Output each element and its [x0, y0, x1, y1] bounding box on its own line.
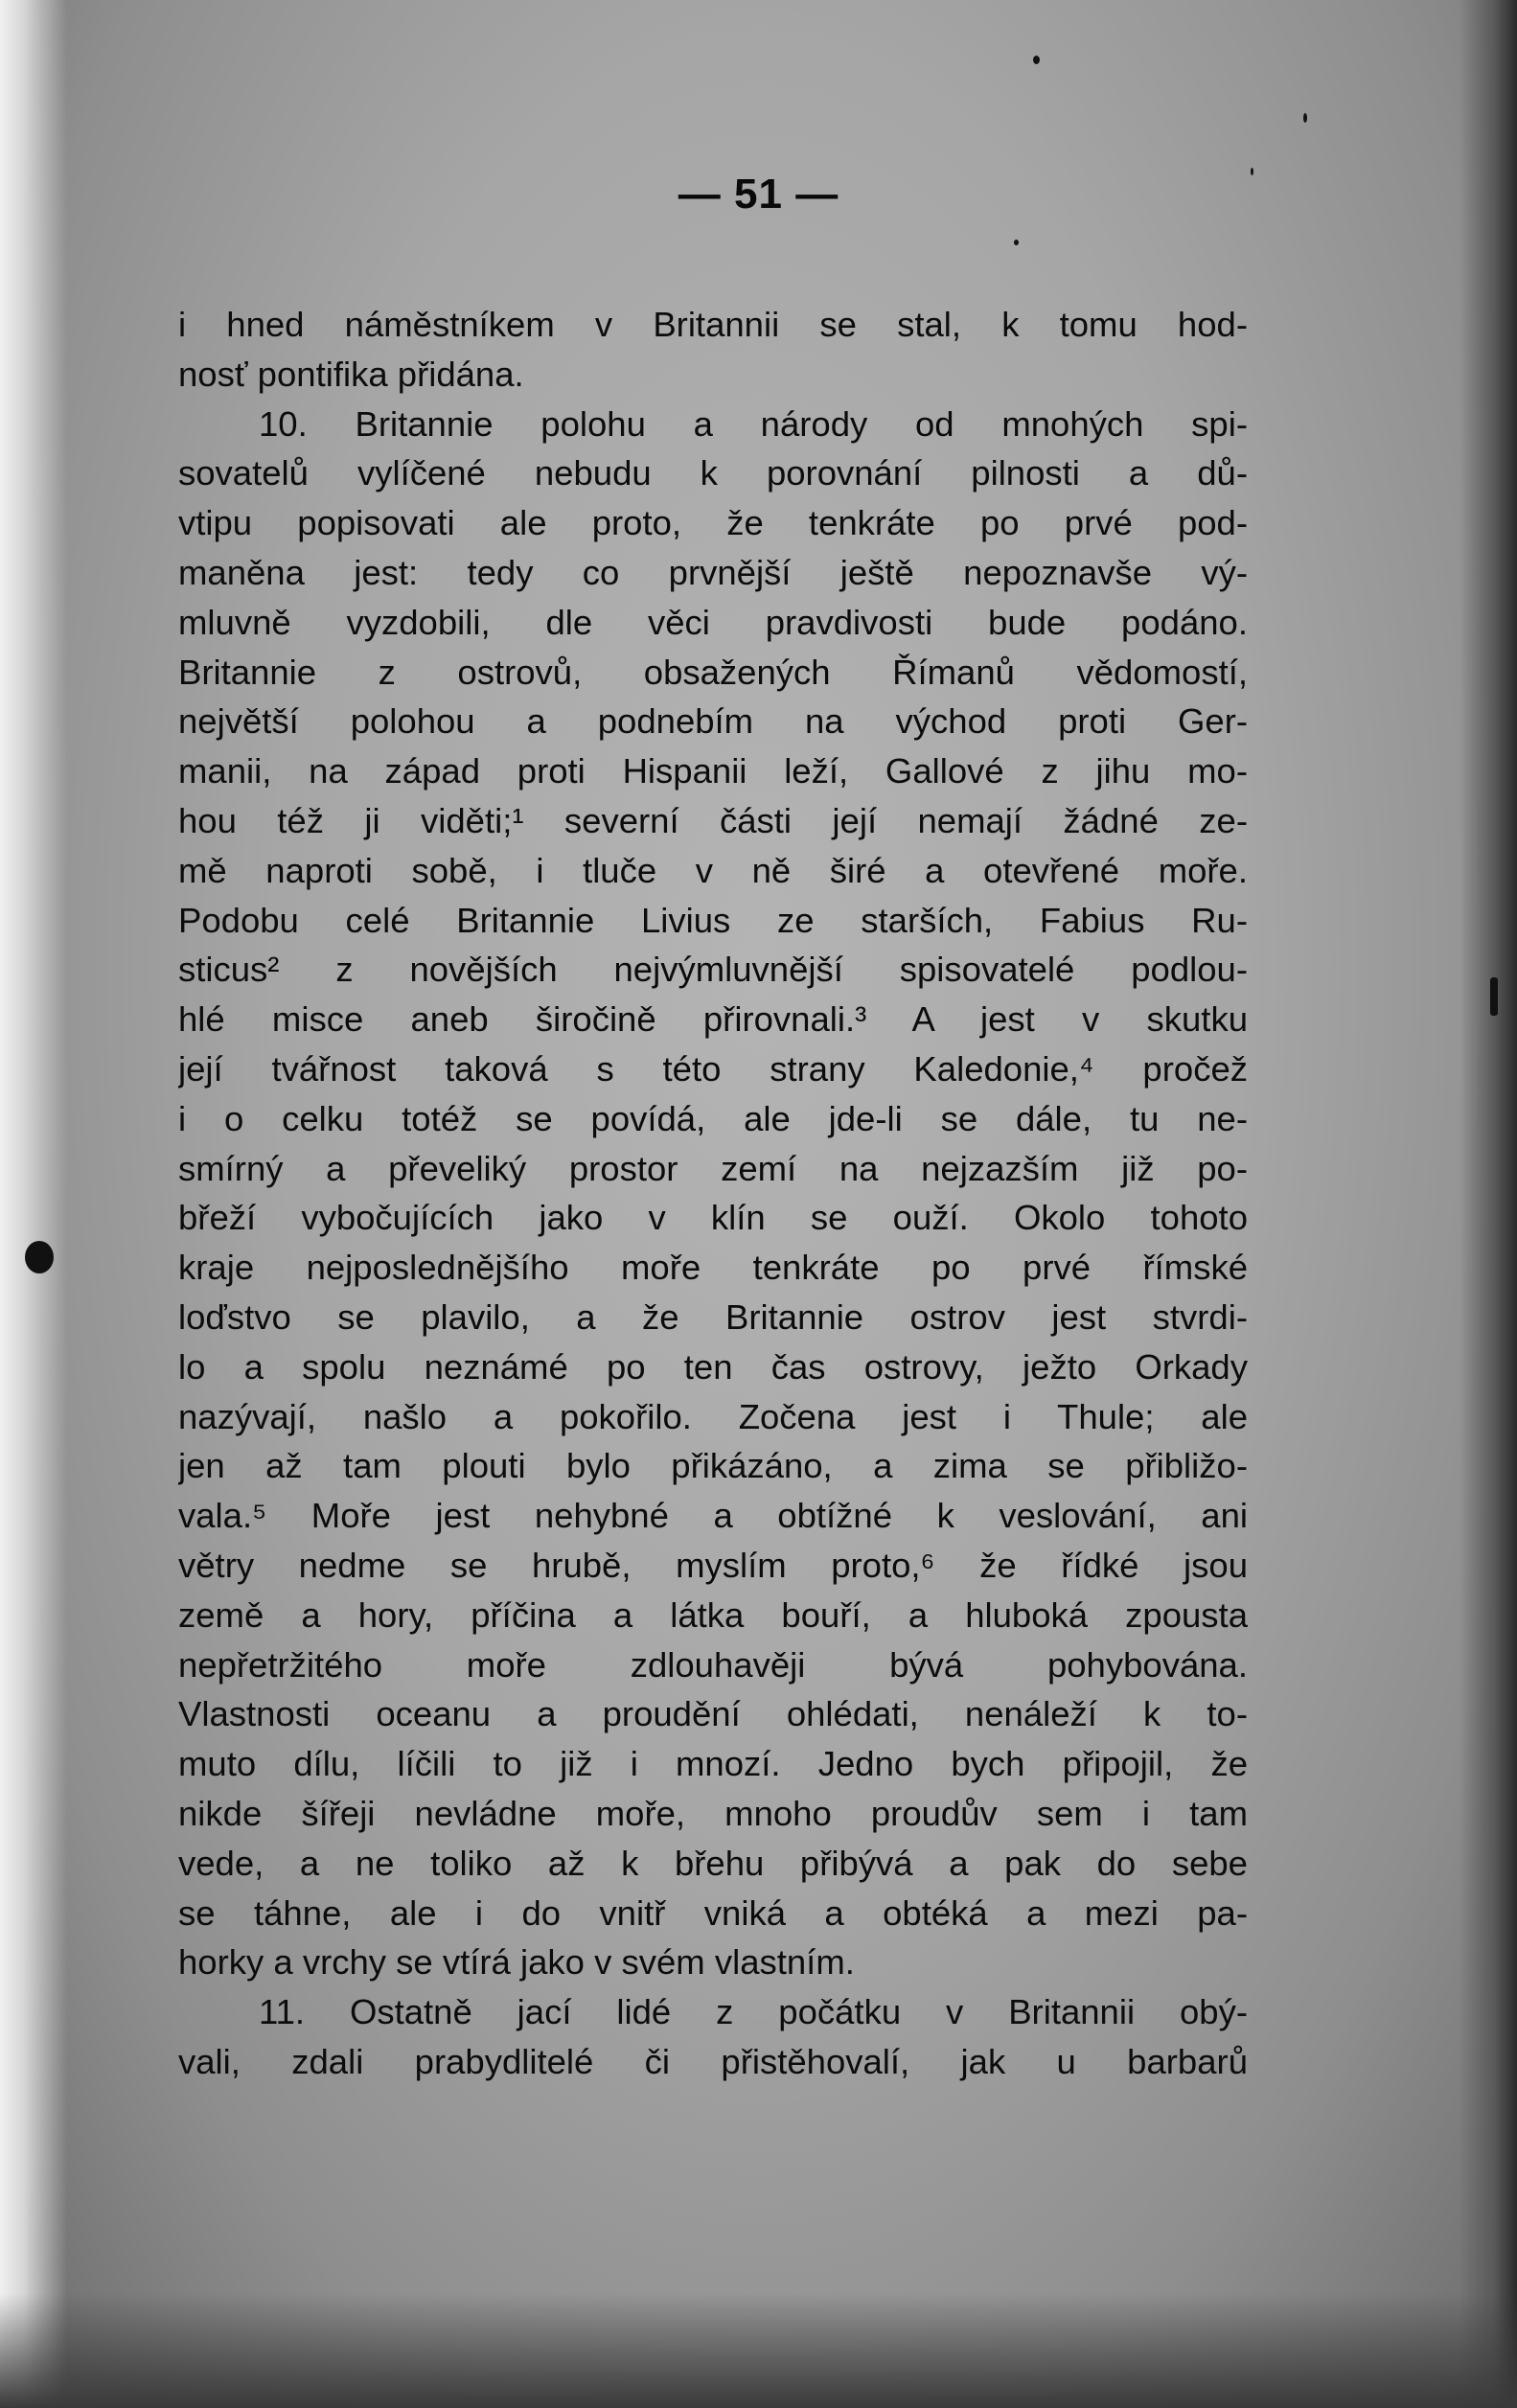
text-line: sovatelů vylíčené nebudu k porovnání pilnosti a dů-: [178, 453, 1248, 493]
text-line: vtipu popisovati ale proto, že tenkráte po prvé pod-: [178, 503, 1248, 543]
text-line: nosť pontifika přidána.: [178, 354, 524, 394]
scan-shadow-bottom: [0, 2293, 1517, 2408]
text-line: lo a spolu neznámé po ten čas ostrovy, ježto Orkady: [178, 1346, 1248, 1387]
page-number: — 51 —: [678, 171, 839, 218]
text-line: i hned náměstníkem v Britannii se stal, k tomu hod-: [178, 305, 1248, 344]
text-line: vede, a ne toliko až k břehu přibývá a pak do sebe: [178, 1843, 1248, 1883]
text-line: břeží vybočujících jako v klín se ouží. Okolo tohoto: [178, 1198, 1248, 1238]
text-line: Podobu celé Britannie Livius ze starších, Fabius Ru-: [178, 900, 1248, 940]
text-line: se táhne, ale i do vnitř vniká a obtéká a mezi pa-: [178, 1892, 1248, 1933]
text-line: nazývají, našlo a pokořilo. Zočena jest i Thule; ale: [178, 1396, 1248, 1436]
text-line: vala.⁵ Moře jest nehybné a obtížné k veslování, ani: [178, 1496, 1248, 1536]
text-line: mě naproti sobě, i tluče v ně širé a otevřené moře.: [178, 850, 1248, 890]
text-line: 11. Ostatně jací lidé z počátku v Britannii obý-: [259, 1992, 1248, 2032]
text-line: manii, na západ proti Hispanii leží, Gallové z jihu mo-: [178, 751, 1248, 791]
text-line: nikde šířeji nevládne moře, mnoho proudův sem i tam: [178, 1793, 1248, 1833]
text-line: muto dílu, líčili to již i mnozí. Jedno bych připojil, že: [178, 1744, 1248, 1784]
text-line: větry nedme se hrubě, myslím proto,⁶ že řídké jsou: [178, 1545, 1248, 1585]
text-line: maněna jest: tedy co prvnější ještě nepoznavše vý-: [178, 552, 1248, 592]
scan-shadow-right: [1460, 0, 1517, 2408]
text-line: země a hory, příčina a látka bouří, a hluboká zpousta: [178, 1594, 1248, 1635]
text-line: její tvářnost taková s této strany Kaledonie,⁴ pročež: [178, 1048, 1248, 1089]
text-line: i o celku totéž se povídá, ale jde-li se dále, tu ne-: [178, 1098, 1248, 1138]
text-line: největší polohou a podnebím na východ proti Ger-: [178, 701, 1248, 742]
scan-shadow-left: [0, 0, 67, 2408]
text-line: 10. Britannie polohu a národy od mnohých spi-: [259, 403, 1248, 444]
body-text: [178, 300, 1248, 2087]
text-line: vali, zdali prabydlitelé či přistěhovalí, jak u barbarů: [178, 2041, 1248, 2081]
scan-speck: [1014, 240, 1019, 245]
text-line: kraje nejposlednějšího moře tenkráte po prvé římské: [178, 1248, 1248, 1288]
text-line: smírný a převeliký prostor zemí na nejzazším již po-: [178, 1148, 1248, 1188]
text-line: hlé misce aneb širočině přirovnali.³ A jest v skutku: [178, 999, 1248, 1040]
text-line: sticus² z novějších nejvýmluvnější spisovatelé podlou-: [178, 950, 1248, 990]
scan-speck: [1490, 977, 1498, 1016]
text-line: jen až tam plouti bylo přikázáno, a zima se přibližo-: [178, 1446, 1248, 1486]
text-line: nepřetržitého moře zdlouhavěji bývá pohybována.: [178, 1644, 1248, 1685]
text-line: Vlastnosti oceanu a proudění ohlédati, nenáleží k to-: [178, 1694, 1248, 1734]
scan-speck: [1033, 56, 1040, 64]
scan-speck: [25, 1241, 54, 1273]
text-line: hou též ji viděti;¹ severní části její nemají žádné ze-: [178, 800, 1248, 840]
text-line: mluvně vyzdobili, dle věci pravdivosti bude podáno.: [178, 602, 1248, 642]
text-line: loďstvo se plavilo, a že Britannie ostrov jest stvrdi-: [178, 1296, 1248, 1337]
text-line: horky a vrchy se vtírá jako v svém vlastním.: [178, 1942, 855, 1983]
text-line: Britannie z ostrovů, obsažených Římanů vědomostí,: [178, 652, 1248, 692]
scan-speck: [1303, 113, 1307, 123]
